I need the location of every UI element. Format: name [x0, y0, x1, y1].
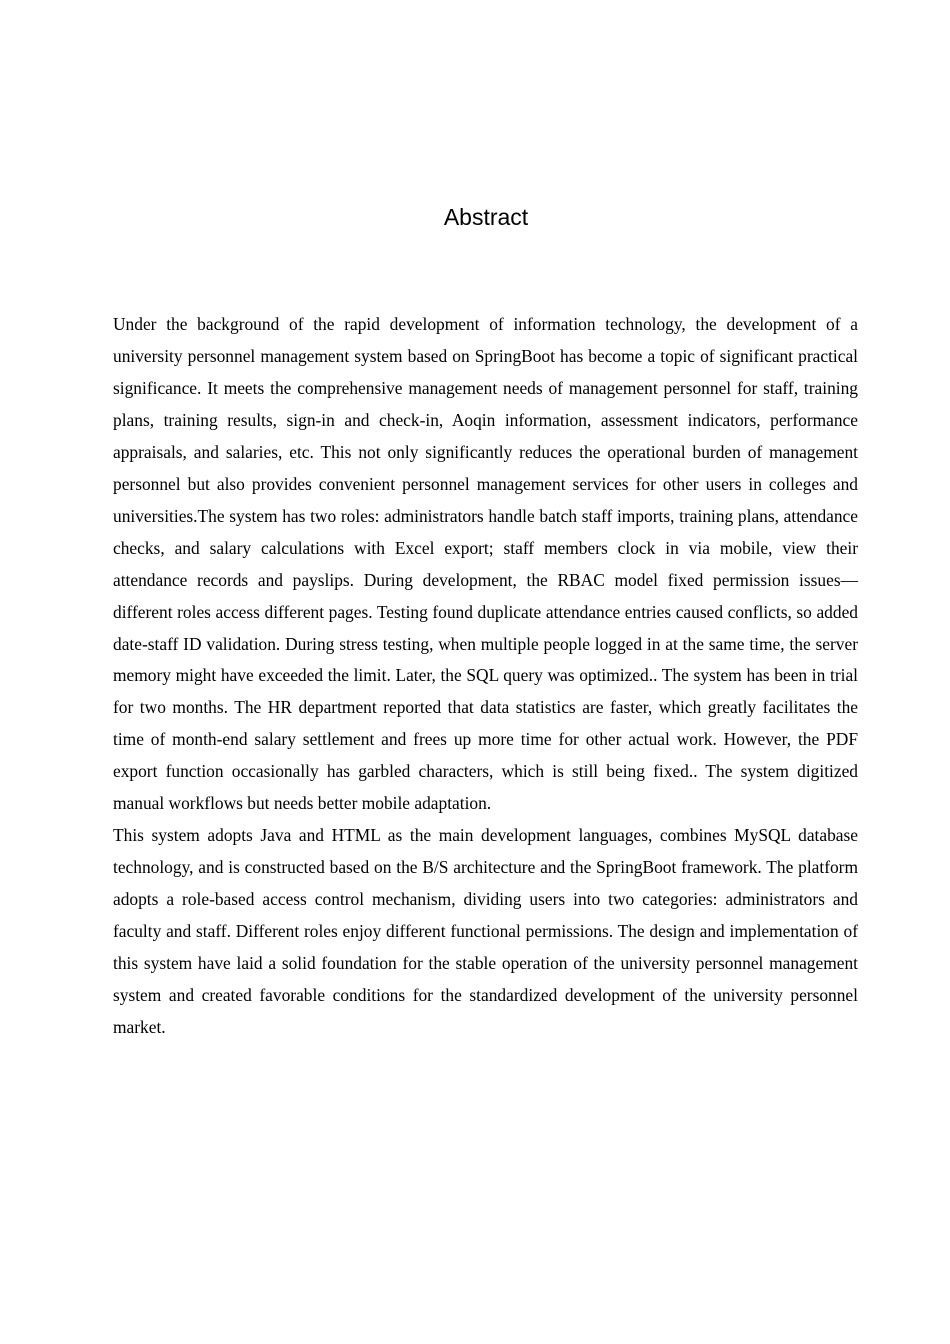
abstract-paragraph-2: This system adopts Java and HTML as the main development languages, combines MySQL database technology, and is constructed based on the B/S architecture and the SpringBoot framework. The platform adopts a role-based access control mechanism, dividing users into two categories: administrators and faculty and staff. Different roles enjoy different functional permissions. The design and implementation of this system have laid a solid foundation for the stable operation of the university personnel management system and created favorable conditions for the standardized development of the university personnel market. [113, 825, 858, 1037]
abstract-paragraph-1: Under the background of the rapid development of information technology, the development of a university personnel management system based on SpringBoot has become a topic of significant practical significance. It meets the comprehensive management needs of management personnel for staff, training plans, training results, sign-in and check-in, Aoqin information, assessment indicators, performance appraisals, and salaries, etc. This not only significantly reduces the operational burden of management personnel but also provides convenient personnel management services for other users in colleges and universities.The system has two roles: administrators handle batch staff imports, training plans, attendance checks, and salary calculations with Excel export; staff members clock in via mobile, view their attendance records and payslips. During development, the RBAC model fixed permission issues—different roles access different pages. Testing found duplicate attendance entries caused conflicts, so added date-staff ID validation. During stress testing, when multiple people logged in at the same time, the server memory might have exceeded the limit. Later, the SQL query was optimized.. The system has been in trial for two months. The HR department reported that data statistics are faster, which greatly facilitates the time of month-end salary settlement and frees up more time for other actual work. However, the PDF export function occasionally has garbled characters, which is still being fixed.. The system digitized manual workflows but needs better mobile adaptation. [113, 314, 858, 814]
abstract-body [113, 309, 858, 1044]
page-title: Abstract [443, 204, 529, 230]
